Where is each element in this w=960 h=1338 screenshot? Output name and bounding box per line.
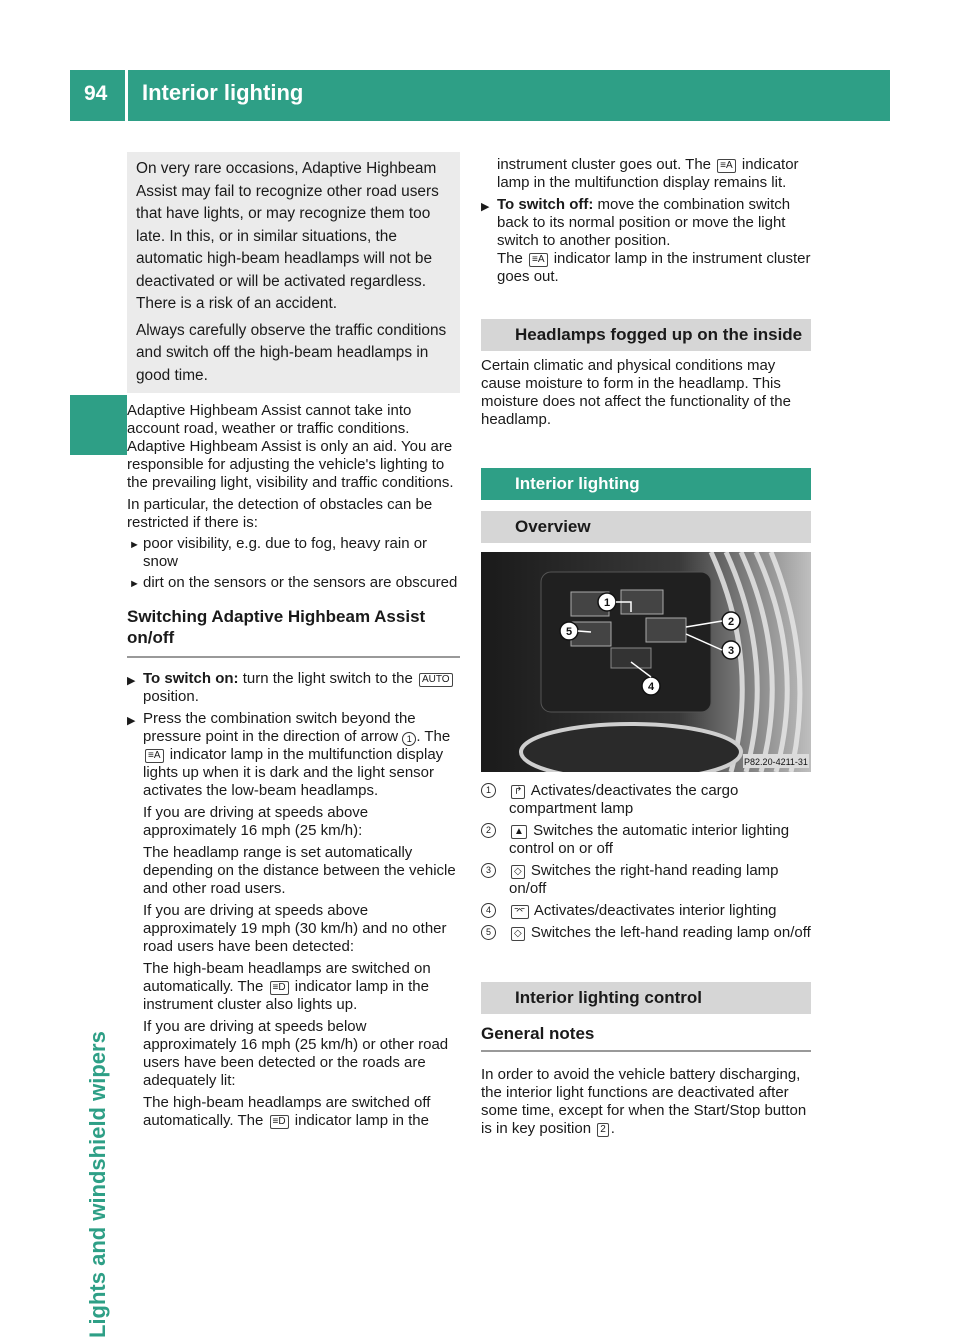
key-position-icon: 2 xyxy=(597,1123,609,1137)
section-heading: Interior lighting xyxy=(481,468,811,500)
legend-item xyxy=(481,782,811,818)
legend-item xyxy=(481,924,811,942)
interior-light-icon: ⌤ xyxy=(511,905,529,919)
overhead-control-photo xyxy=(481,552,811,772)
callout-2: 2 xyxy=(727,616,735,628)
text: The xyxy=(497,250,523,267)
list-item xyxy=(127,535,460,571)
legend-text: Switches the right-hand reading lamp on/off xyxy=(509,862,779,897)
paragraph: The headlamp range is set automatically depending on the distance between the vehicle and other road users. xyxy=(143,844,456,897)
divider xyxy=(481,1050,811,1052)
left-column xyxy=(127,152,460,1130)
step-text: indicator lamp in the multifunction display lights up when it is dark and the light sensor activates the low-beam headlamps. xyxy=(143,746,444,799)
text: indicator lamp in the instrument cluster also lights up. xyxy=(143,978,429,1013)
reading-lamp-icon: ◇ xyxy=(511,865,525,879)
subsection-heading: Overview xyxy=(481,511,811,543)
text: In order to avoid the vehicle battery discharging, the interior light functions are deactivated after some time, except for when the Start/Stop button is in key position xyxy=(481,1066,807,1137)
callout-5: 5 xyxy=(565,626,573,638)
cargo-lamp-icon: ↱ xyxy=(511,785,525,799)
highbeam-icon: ≡D xyxy=(270,981,289,995)
step-arrow-icon: ▶ xyxy=(127,715,136,727)
page-title: Interior lighting xyxy=(142,80,304,105)
paragraph xyxy=(481,156,811,192)
step-text: move the combination switch back to its normal position or move the light switch to another position. xyxy=(497,196,791,249)
highbeam-assist-icon: ≡A xyxy=(145,749,164,763)
legend-text: Activates/deactivates interior lighting xyxy=(533,902,777,919)
legend-item xyxy=(481,822,811,858)
list-item xyxy=(127,574,460,592)
step-text: position. xyxy=(143,688,199,705)
highbeam-assist-icon: ≡A xyxy=(529,253,548,267)
paragraph: If you are driving at speeds below approximately 16 mph (25 km/h) or other road users have been detected or the roads are adequately lit: xyxy=(143,1018,449,1089)
callout-1: 1 xyxy=(603,597,611,609)
warning-text-1: On very rare occasions, Adaptive Highbeam Assist may fail to recognize other road users that have lights, or may recognize them too late. In this, or in similar situations, the automatic high-beam headlamps will not be deactivated or will be activated regardless. There is a risk of an accident. xyxy=(136,160,439,312)
paragraph: If you are driving at speeds above approximately 16 mph (25 km/h): xyxy=(143,804,369,839)
legend-number: 2 xyxy=(481,823,496,838)
text: instrument cluster goes out. The xyxy=(497,156,711,173)
header-divider xyxy=(125,70,128,121)
page-header xyxy=(70,70,890,121)
step-label: To switch on: xyxy=(143,670,239,687)
text: The high-beam headlamps are switched off automatically. The xyxy=(143,1094,431,1129)
highbeam-icon: ≡D xyxy=(270,1115,289,1129)
text: indicator lamp in the multifunction display remains lit. xyxy=(497,156,799,191)
legend-item xyxy=(481,862,811,898)
paragraph: Adaptive Highbeam Assist cannot take into account road, weather or traffic conditions. Adaptive Highbeam Assist is only an aid. You are responsible for adjusting the vehicle's lighting to the prevailing light, visibility and traffic conditions. xyxy=(127,402,454,491)
step-text: The xyxy=(424,728,451,745)
paragraph xyxy=(481,250,811,286)
callout-3: 3 xyxy=(727,645,735,657)
warning-text-2: Always carefully observe the traffic conditions and switch off the high-beam headlamps in good time. xyxy=(136,321,447,384)
step-arrow-icon: ▶ xyxy=(127,675,136,687)
subsection-heading: General notes xyxy=(481,1024,595,1043)
text: indicator lamp in the xyxy=(294,1112,429,1129)
paragraph: Certain climatic and physical conditions may cause moisture to form in the headlamp. This moisture does not affect the functionality of the headlamp. xyxy=(481,357,791,428)
auto-interior-icon: ▲ xyxy=(511,825,527,839)
section-heading: Headlamps fogged up on the inside xyxy=(481,319,811,351)
callout-4: 4 xyxy=(647,681,655,693)
warning-box xyxy=(127,152,460,393)
text: indicator lamp in the instrument cluster goes out. xyxy=(497,250,811,285)
overhead-control-illustration xyxy=(481,552,811,772)
paragraph xyxy=(127,1094,460,1130)
callout-number: 1 xyxy=(402,732,416,746)
chapter-title: Lights and windshield wipers xyxy=(85,1031,110,1338)
list-item-text: dirt on the sensors or the sensors are obscured xyxy=(143,574,458,591)
paragraph: If you are driving at speeds above approximately 19 mph (30 km/h) and no other road users have been detected: xyxy=(143,902,447,955)
legend-number: 5 xyxy=(481,925,496,940)
step-label: To switch off: xyxy=(497,196,594,213)
legend-item xyxy=(481,902,811,920)
paragraph xyxy=(127,960,460,1014)
section-heading: Switching Adaptive Highbeam Assist on/off xyxy=(127,607,426,647)
legend-number: 3 xyxy=(481,863,496,878)
legend-number: 4 xyxy=(481,903,496,918)
step-text: turn the light switch to the xyxy=(242,670,413,687)
bullet-icon: ► xyxy=(129,578,140,590)
right-column xyxy=(481,156,811,1138)
divider xyxy=(127,656,460,658)
reading-lamp-icon: ◇ xyxy=(511,927,525,941)
legend-text: Activates/deactivates the cargo compartment lamp xyxy=(509,782,739,817)
section-heading: Interior lighting control xyxy=(481,982,811,1014)
instruction-step xyxy=(127,670,460,706)
paragraph: In particular, the detection of obstacles can be restricted if there is: xyxy=(127,496,433,531)
page-number: 94 xyxy=(84,82,108,105)
step-text: Press the combination switch beyond the pressure point in the direction of arrow xyxy=(143,710,416,745)
auto-symbol-icon: AUTO xyxy=(419,673,453,687)
text: The high-beam headlamps are switched on automatically. The xyxy=(143,960,431,995)
step-arrow-icon: ▶ xyxy=(481,201,490,213)
highbeam-assist-icon: ≡A xyxy=(717,159,736,173)
legend-list xyxy=(481,782,811,942)
legend-text: Switches the left-hand reading lamp on/off xyxy=(530,924,811,941)
instruction-step: ▶ Press the combination switch beyond the pressure point in the direction of arrow 1 . The ≡A indicator lamp in the multifunction display lights up when it is dark and the light sensor activates the low-beam headlamps. xyxy=(127,710,451,799)
legend-text: Switches the automatic interior lighting control on or off xyxy=(509,822,790,857)
instruction-step xyxy=(481,196,811,250)
photo-code: P82.20-4211-31 xyxy=(744,757,808,767)
legend-number: 1 xyxy=(481,783,496,798)
bullet-icon: ► xyxy=(129,539,140,551)
list-item-text: poor visibility, e.g. due to fog, heavy rain or snow xyxy=(143,535,428,570)
paragraph: In order to avoid the vehicle battery discharging, the interior light functions are deactivated after some time, except for when the Start/Stop button is in key position 2 . xyxy=(481,1066,807,1137)
